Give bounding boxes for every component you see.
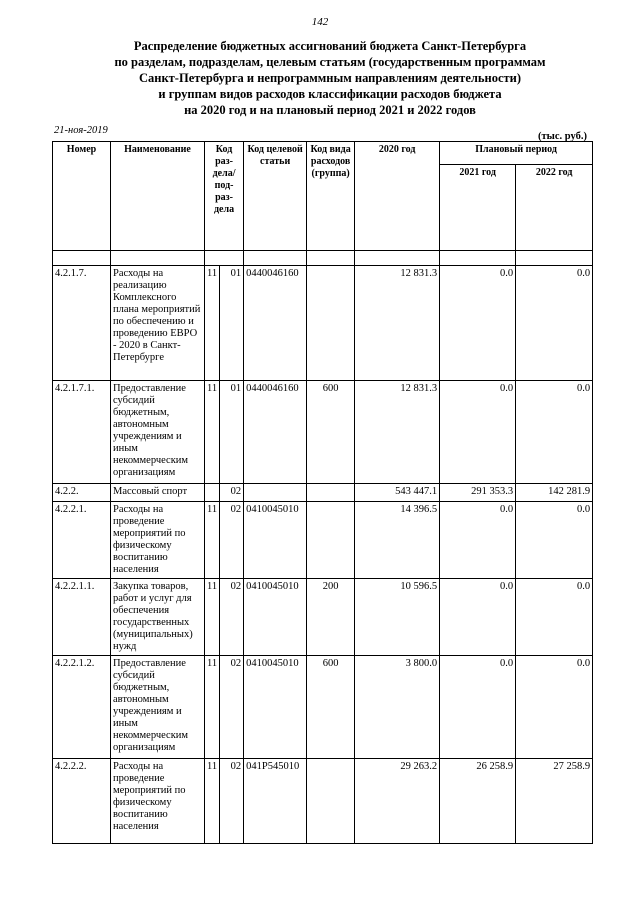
document-date: 21-ноя-2019 xyxy=(54,125,108,136)
row-2021: 0.0 xyxy=(440,656,516,759)
row-razdel: 11 xyxy=(205,381,220,484)
row-2022: 0.0 xyxy=(516,579,593,656)
row-2021: 0.0 xyxy=(440,502,516,579)
row-number: 4.2.2.1. xyxy=(53,502,111,579)
row-2022: 0.0 xyxy=(516,656,593,759)
table-row xyxy=(53,579,593,656)
row-podrazdel: 02 xyxy=(220,502,244,579)
row-number: 4.2.2.1.1. xyxy=(53,579,111,656)
document-title xyxy=(60,38,600,118)
table-row xyxy=(53,381,593,484)
row-target-code: 0410045010 xyxy=(244,579,307,656)
row-target-code: 0440046160 xyxy=(244,381,307,484)
row-expense-type xyxy=(307,759,355,844)
row-2020: 12 831.3 xyxy=(355,381,440,484)
row-podrazdel: 01 xyxy=(220,381,244,484)
row-expense-type xyxy=(307,484,355,502)
header-expense-type: Код вида расходов (группа) xyxy=(307,142,355,251)
row-podrazdel: 01 xyxy=(220,266,244,381)
row-2021: 291 353.3 xyxy=(440,484,516,502)
header-number: Номер xyxy=(53,142,111,251)
row-target-code: 041P545010 xyxy=(244,759,307,844)
row-name: Расходы на проведение мероприятий по физическому воспитанию населения xyxy=(111,759,205,844)
row-podrazdel: 02 xyxy=(220,484,244,502)
budget-table xyxy=(52,141,593,844)
header-year-2020: 2020 год xyxy=(355,142,440,251)
header-planned-period: Плановый период xyxy=(440,142,593,165)
row-2022: 27 258.9 xyxy=(516,759,593,844)
row-name: Расходы на проведение мероприятий по физическому воспитанию населения xyxy=(111,502,205,579)
row-name: Предоставление субсидий бюджетным, автономным учреждениям и иным некоммерческим организациям xyxy=(111,381,205,484)
title-line: Санкт-Петербурга и непрограммным направлениям деятельности) xyxy=(138,71,521,85)
row-2021: 0.0 xyxy=(440,381,516,484)
row-2020: 543 447.1 xyxy=(355,484,440,502)
row-2022: 142 281.9 xyxy=(516,484,593,502)
row-podrazdel: 02 xyxy=(220,579,244,656)
row-name: Массовый спорт xyxy=(111,484,205,502)
row-2022: 0.0 xyxy=(516,502,593,579)
table-row xyxy=(53,484,593,502)
row-expense-type: 600 xyxy=(307,656,355,759)
title-line: по разделам, подразделам, целевым статьям (государственным программам xyxy=(114,55,546,69)
header-target-code: Код целевой статьи xyxy=(244,142,307,251)
row-razdel: 11 xyxy=(205,759,220,844)
row-razdel: 11 xyxy=(205,656,220,759)
row-number: 4.2.2. xyxy=(53,484,111,502)
row-2020: 12 831.3 xyxy=(355,266,440,381)
title-line: и группам видов расходов классификации расходов бюджета xyxy=(158,87,502,101)
row-2022: 0.0 xyxy=(516,381,593,484)
row-2020: 29 263.2 xyxy=(355,759,440,844)
row-razdel: 11 xyxy=(205,579,220,656)
header-year-2022: 2022 год xyxy=(516,165,593,251)
row-2021: 26 258.9 xyxy=(440,759,516,844)
row-number: 4.2.2.1.2. xyxy=(53,656,111,759)
row-target-code: 0410045010 xyxy=(244,502,307,579)
row-2020: 3 800.0 xyxy=(355,656,440,759)
row-2020: 14 396.5 xyxy=(355,502,440,579)
row-razdel: 11 xyxy=(205,502,220,579)
row-expense-type xyxy=(307,502,355,579)
title-line: на 2020 год и на плановый период 2021 и 2022 годов xyxy=(184,103,476,117)
table-row xyxy=(53,759,593,844)
row-expense-type xyxy=(307,266,355,381)
row-expense-type: 200 xyxy=(307,579,355,656)
row-number: 4.2.1.7.1. xyxy=(53,381,111,484)
table-row xyxy=(53,266,593,381)
row-number: 4.2.2.2. xyxy=(53,759,111,844)
row-target-code: 0440046160 xyxy=(244,266,307,381)
header-name: Наименование xyxy=(111,142,205,251)
units-label: (тыс. руб.) xyxy=(538,131,587,142)
row-2020: 10 596.5 xyxy=(355,579,440,656)
row-name: Предоставление субсидий бюджетным, автономным учреждениям и иным некоммерческим организациям xyxy=(111,656,205,759)
row-name: Расходы на реализацию Комплексного плана мероприятий по обеспечению и проведению ЕВРО - 2020 в Санкт-Петербурге xyxy=(111,266,205,381)
row-podrazdel: 02 xyxy=(220,656,244,759)
row-name: Закупка товаров, работ и услуг для обеспечения государственных (муниципальных) нужд xyxy=(111,579,205,656)
row-podrazdel: 02 xyxy=(220,759,244,844)
title-line: Распределение бюджетных ассигнований бюджета Санкт-Петербурга xyxy=(133,39,527,53)
row-number: 4.2.1.7. xyxy=(53,266,111,381)
row-expense-type: 600 xyxy=(307,381,355,484)
row-target-code: 0410045010 xyxy=(244,656,307,759)
header-spacer-row xyxy=(53,251,593,266)
header-year-2021: 2021 год xyxy=(440,165,516,251)
row-2022: 0.0 xyxy=(516,266,593,381)
header-row xyxy=(53,142,593,165)
page-number: 142 xyxy=(311,16,329,28)
table-row xyxy=(53,656,593,759)
row-razdel xyxy=(205,484,220,502)
row-target-code xyxy=(244,484,307,502)
row-razdel: 11 xyxy=(205,266,220,381)
row-2021: 0.0 xyxy=(440,579,516,656)
header-section-code: Код раз- дела/ под- раз- дела xyxy=(205,142,244,251)
table-row xyxy=(53,502,593,579)
row-2021: 0.0 xyxy=(440,266,516,381)
